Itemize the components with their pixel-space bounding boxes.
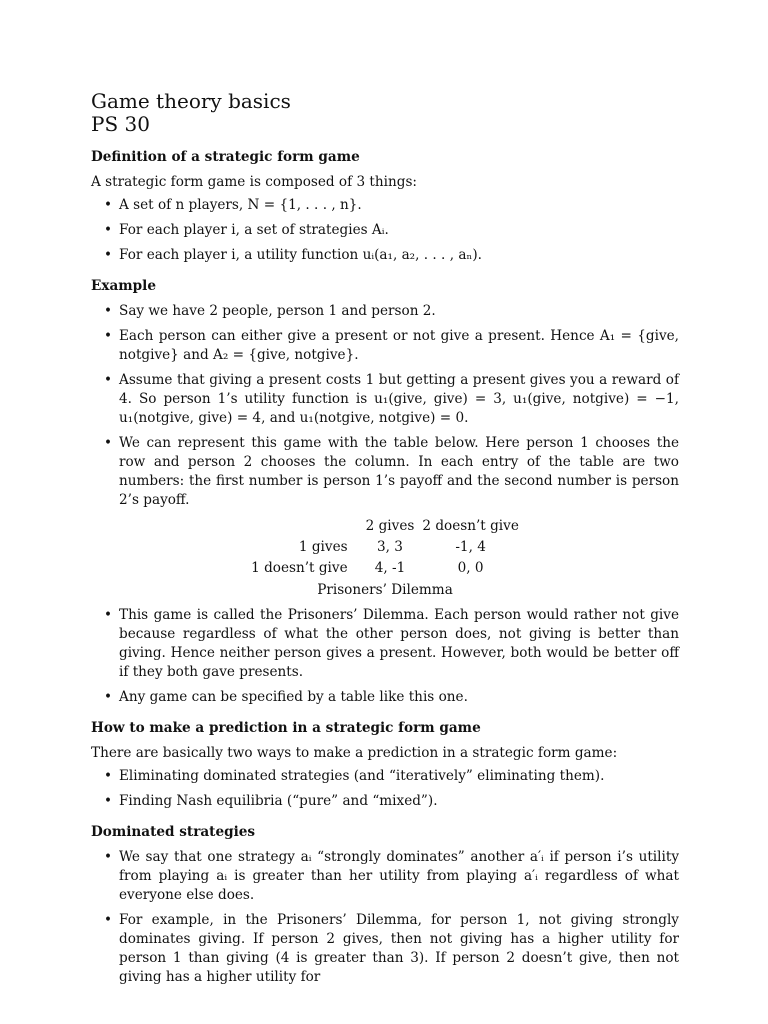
table-row	[247, 537, 523, 558]
list-item: • Each person can either give a present or not give a present. Hence A₁ = {give, notgive} and A₂ = {give, notgive}.	[91, 327, 679, 365]
section-heading-dominated: Dominated strategies	[91, 824, 256, 840]
section-heading-example: Example	[91, 278, 156, 294]
section-heading-definition: Definition of a strategic form game	[91, 149, 360, 165]
prediction-intro: There are basically two ways to make a prediction in a strategic form game:	[91, 745, 618, 761]
document-title: Game theory basics	[91, 89, 291, 113]
document-subtitle: PS 30	[91, 112, 150, 136]
list-item: • Finding Nash equilibria (“pure” and “mixed”).	[91, 792, 679, 811]
definition-list	[91, 196, 679, 265]
table-header-row	[247, 516, 523, 537]
row-label: 1 doesn’t give	[251, 560, 348, 576]
section-heading-prediction: How to make a prediction in a strategic form game	[91, 720, 481, 736]
table-cell: 3, 3	[377, 539, 403, 555]
list-item: • We say that one strategy aᵢ “strongly dominates” another a′ᵢ if person i’s utility from playing aᵢ is greater than her utility from playing a′ᵢ regardless of what everyone else does.	[91, 848, 679, 905]
payoff-matrix	[91, 516, 679, 600]
list-item: • Eliminating dominated strategies (and “iteratively” eliminating them).	[91, 767, 679, 786]
example-list	[91, 302, 679, 510]
table-cell: 0, 0	[457, 560, 484, 576]
column-header: 2 doesn’t give	[422, 518, 519, 534]
row-label: 1 gives	[298, 539, 348, 555]
list-item: • For each player i, a set of strategies Aᵢ.	[91, 221, 679, 240]
list-item: • For example, in the Prisoners’ Dilemma, for person 1, not giving strongly dominates giving. If person 2 gives, then not giving has a higher utility for person 1 than giving (4 is greater than 3). If person 2 doesn’t give, then not giving has a higher utility for	[91, 911, 679, 987]
table-cell: 4, -1	[374, 560, 406, 576]
table-caption: Prisoners’ Dilemma	[317, 582, 453, 598]
list-item: • Say we have 2 people, person 1 and person 2.	[91, 302, 679, 321]
document-body	[91, 148, 679, 999]
example-list-continued	[91, 606, 679, 707]
list-item: • Assume that giving a present costs 1 but getting a present gives you a reward of 4. So person 1’s utility function is u₁(give, give) = 3, u₁(give, notgive) = −1, u₁(notgive, give) = 4, and u₁(notgive, notgive) = 0.	[91, 371, 679, 428]
list-item: • For each player i, a utility function uᵢ(a₁, a₂, . . . , aₙ).	[91, 246, 679, 265]
list-item: • We can represent this game with the table below. Here person 1 chooses the row and person 2 chooses the column. In each entry of the table are two numbers: the first number is person 1’s payoff and the second number is person 2’s payoff.	[91, 434, 679, 510]
list-item: • A set of n players, N = {1, . . . , n}.	[91, 196, 679, 215]
payoff-table	[247, 516, 523, 579]
table-row	[247, 558, 523, 579]
table-cell: -1, 4	[455, 539, 486, 555]
definition-intro: A strategic form game is composed of 3 things:	[91, 174, 418, 190]
column-header: 2 gives	[365, 518, 415, 534]
list-item: • Any game can be specified by a table like this one.	[91, 688, 679, 707]
list-item: • This game is called the Prisoners’ Dilemma. Each person would rather not give because regardless of what the other person does, not giving is better than giving. Hence neither person gives a present. However, both would be better off if they both gave presents.	[91, 606, 679, 682]
dominated-list	[91, 848, 679, 987]
prediction-list	[91, 767, 679, 811]
